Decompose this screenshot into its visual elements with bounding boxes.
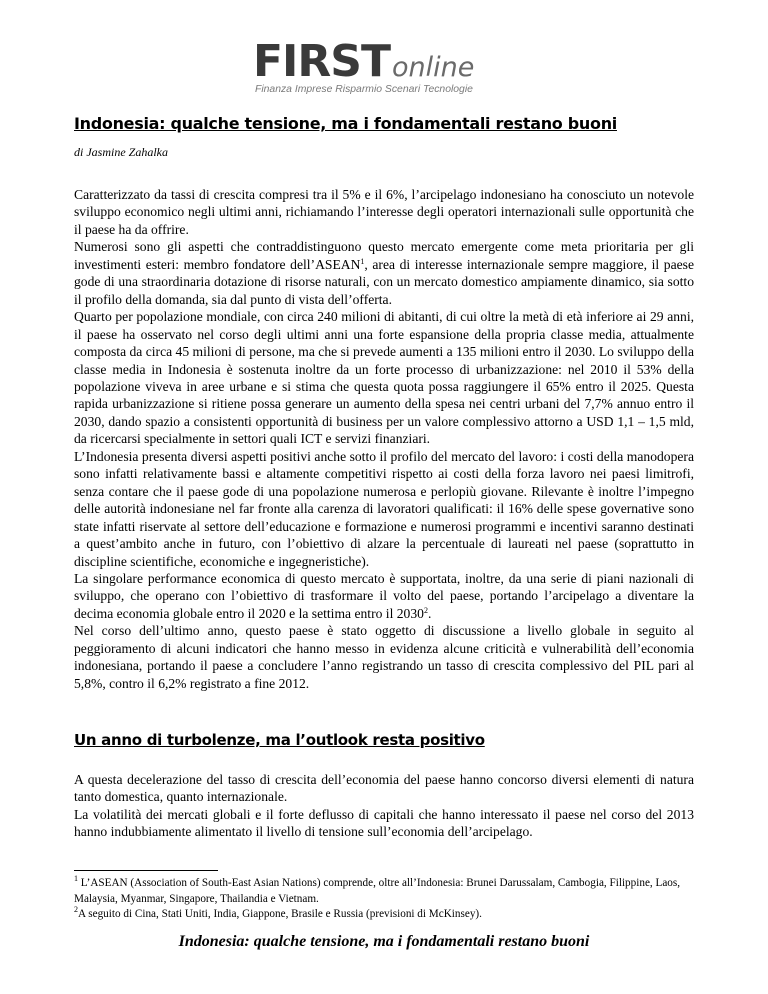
footnote-text: L’ASEAN (Association of South-East Asian Nations) comprende, oltre all’Indonesia: Brunei Darussalam, Cambogia, Filippine, Laos, Malaysia, Myanmar, Singapore, Thailandia e Vietnam. bbox=[74, 877, 681, 905]
footnote bbox=[74, 907, 694, 923]
article-title: Indonesia: qualche tensione, ma i fondamentali restano buoni bbox=[74, 114, 617, 133]
footnotes bbox=[74, 876, 694, 923]
section-heading: Un anno di turbolenze, ma l’outlook resta positivo bbox=[74, 731, 485, 749]
paragraph bbox=[74, 570, 694, 622]
article-body bbox=[74, 186, 694, 692]
article-byline: di Jasmine Zahalka bbox=[74, 145, 168, 159]
footnote-separator bbox=[74, 870, 218, 871]
footnote-number: 2 bbox=[74, 905, 78, 914]
footnote-text: A seguito di Cina, Stati Uniti, India, Giappone, Brasile e Russia (previsioni di McKinsey). bbox=[78, 908, 482, 920]
logo-suffix: online bbox=[392, 52, 475, 83]
paragraph-text: Numerosi sono gli aspetti che contraddistinguono questo mercato emergente come meta prioritaria per gli investimenti esteri: membro fondatore dell’ASEAN bbox=[74, 239, 694, 272]
paragraph bbox=[74, 238, 694, 308]
footnote bbox=[74, 876, 694, 907]
paragraph: La volatilità dei mercati globali e il forte deflusso di capitali che hanno interessato il paese nel corso del 2013 hanno indubbiamente alimentato il livello di tensione sull’economia dell’arcipelago. bbox=[74, 806, 694, 840]
paragraph-text: . bbox=[427, 605, 432, 621]
paragraph: L’Indonesia presenta diversi aspetti positivi anche sotto il profilo del mercato del lavoro: i costi della manodopera sono infatti relativamente bassi e altamente competitivi rispetto ai costi della forza lavoro nei paesi limitrofi, senza contare che il paese gode di una popolazione numerosa e perlopiù giovane. Rilevante è inoltre l’impegno delle autorità indonesiane nel far fronte alla carenza di lavoratori qualificati: il 16% delle spese governative sono state infatti riservate al settore dell’educazione e formazione e numerosi programmi e incentivi saranno destinati a quest’ambito anche in futuro, con l’obiettivo di alzare la percentuale di laureati nel paese (soprattutto in discipline scientifiche, economiche e ingegneristiche). bbox=[74, 448, 694, 569]
paragraph: Caratterizzato da tassi di crescita compresi tra il 5% e il 6%, l’arcipelago indonesiano ha conosciuto un notevole sviluppo economico negli ultimi anni, richiamando l’interesse degli operatori internazionali sulle opportunità che il paese ha da offrire. bbox=[74, 187, 694, 237]
paragraph-text: , area di interesse internazionale sempre maggiore, il paese gode di una straordinaria dotazione di risorse naturali, con un mercato domestico ampiamente dinamico, sia sotto il profilo della domanda, sia dal punto di vista dell’offerta. bbox=[74, 256, 694, 307]
footnote-ref[interactable]: 2 bbox=[423, 605, 428, 615]
paragraph: Nel corso dell’ultimo anno, questo paese è stato oggetto di discussione a livello globale in seguito al peggioramento di alcuni indicatori che hanno messo in evidenza alcune criticità e vulnerabilità dell’economia indonesiana, portando il paese a concludere l’anno registrando un tasso di crescita complessivo del PIL pari al 5,8%, contro il 6,2% registrato a fine 2012. bbox=[74, 623, 694, 691]
paragraph: Quarto per popolazione mondiale, con circa 240 milioni di abitanti, di cui oltre la metà di età inferiore ai 29 anni, il paese ha osservato nel corso degli ultimi anni una forte espansione della propria classe media, attualmente composta da circa 45 milioni di persone, ma che si prevede aumenti a 135 milioni entro il 2030. Lo sviluppo della classe media in Indonesia è sostenuta inoltre da un forte processo di urbanizzazione: nel 2010 il 53% della popolazione viveva in aree urbane e si stima che questa quota possa raggiungere il 65% entro il 2025. Questa rapida urbanizzazione si ritiene possa generare un aumento della spesa nei centri urbani del 7,7% annuo entro il 2030, dando spazio a consistenti opportunità di business per un valore complessivo attorno a USD 1,1 – 1,5 mld, da ricercarsi specialmente in settori quali ICT e servizi finanziari. bbox=[74, 309, 694, 447]
footnote-number: 1 bbox=[74, 874, 78, 883]
section-body bbox=[74, 771, 694, 841]
paragraph: A questa decelerazione del tasso di crescita dell’economia del paese hanno concorso diversi elementi di natura tanto domestica, quanto internazionale. bbox=[74, 772, 694, 805]
logo-tagline: Finanza Imprese Risparmio Scenari Tecnologie bbox=[255, 84, 473, 95]
paragraph-text: La singolare performance economica di questo mercato è supportata, inoltre, da una serie di piani nazionali di sviluppo, che operano con l’obiettivo di trasformare il volto del paese, portando l’arcipelago a diventare la decima economia globale entro il 2020 e la settima entro il 2030 bbox=[74, 570, 694, 621]
footnote-ref[interactable]: 1 bbox=[360, 256, 365, 266]
logo-brand: FIRST bbox=[253, 36, 391, 87]
page-footer-title: Indonesia: qualche tensione, ma i fondamentali restano buoni bbox=[178, 933, 590, 950]
firstonline-logo bbox=[253, 36, 533, 98]
